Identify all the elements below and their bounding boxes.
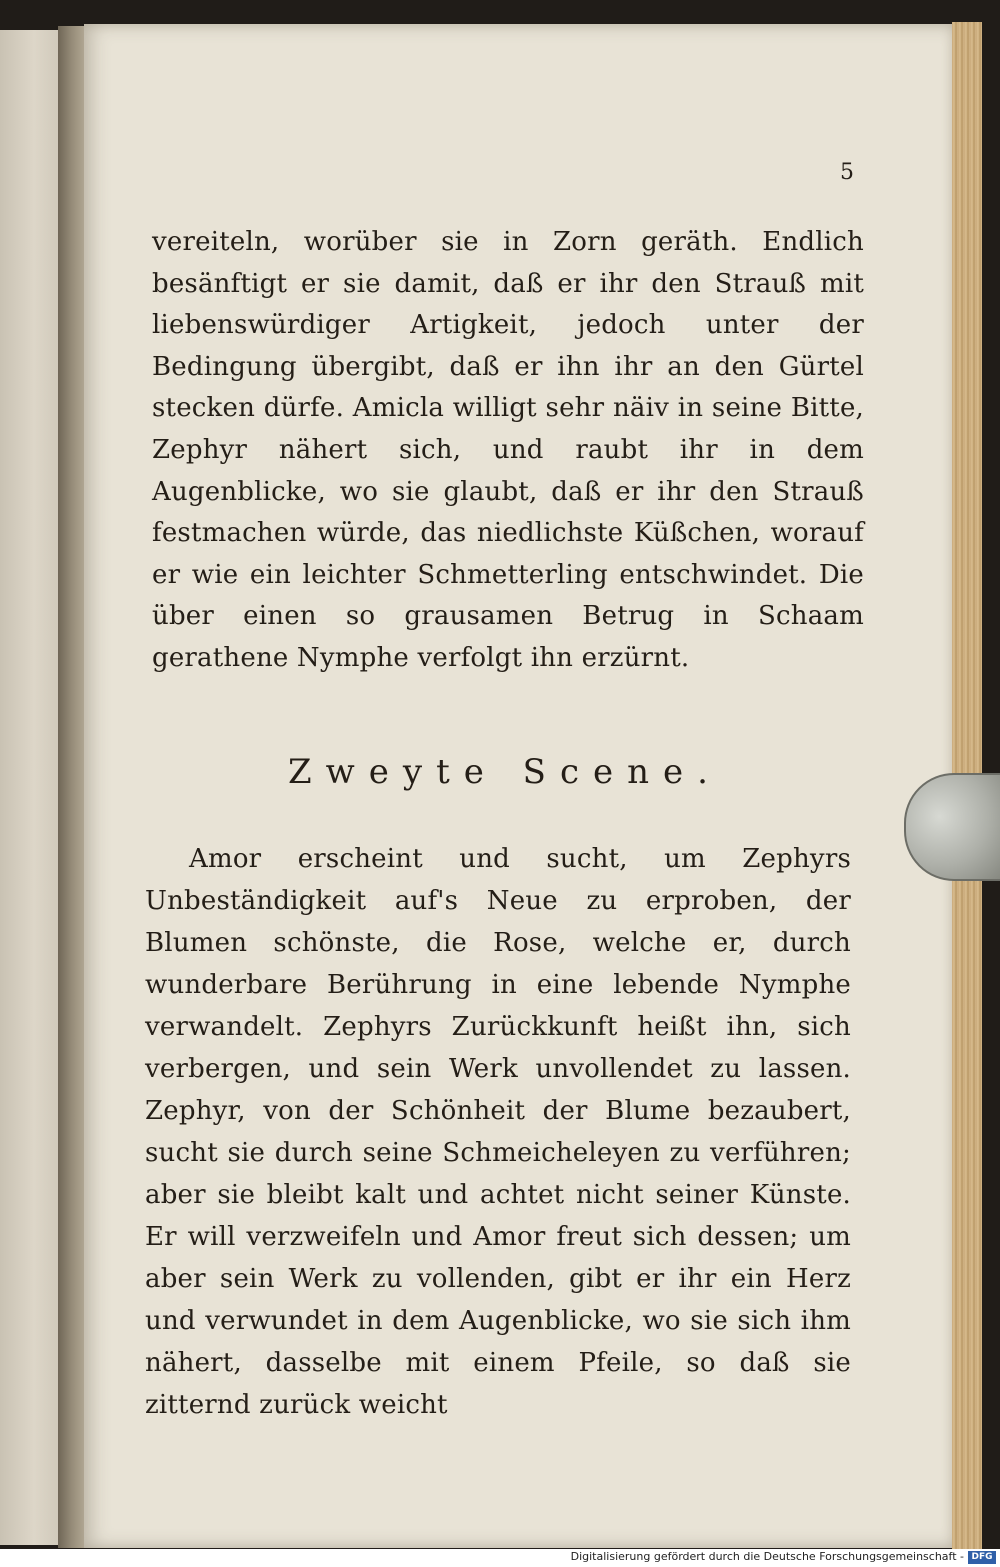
funding-credit: Digitalisierung gefördert durch die Deutsche Forschungsgemeinschaft - <box>570 1550 964 1563</box>
left-page-edge <box>0 30 62 1545</box>
page-number: 5 <box>840 160 854 185</box>
footer-bar <box>0 1549 1000 1567</box>
paragraph-1: vereiteln, worüber sie in Zorn geräth. Endlich besänftigt er sie damit, daß er ihr den Strauß mit liebenswürdiger Artigkeit, jedoch unter der Bedingung übergibt, daß er ihn ihr an den Gürtel stecken dürfe. Amicla willigt sehr näiv in seine Bitte, Zephyr nähert sich, und raubt ihr in dem Augenblicke, wo sie glaubt, daß er ihr den Strauß festmachen würde, das niedlichste Küßchen, worauf er wie ein leichter Schmetterling entschwindet. Die über einen so grausamen Betrug in Schaam gerathene Nymphe verfolgt ihn erzürnt. <box>152 227 864 673</box>
paragraph-2: Amor erscheint und sucht, um Zephyrs Unbeständigkeit auf's Neue zu erproben, der Blumen schönste, die Rose, welche er, durch wunderbare Berührung in eine lebende Nymphe verwandelt. Zephyrs Zurückkunft heißt ihn, sich verbergen, und sein Werk unvollendet zu lassen. Zephyr, von der Schönheit der Blume bezaubert, sucht sie durch seine Schmeicheleyen zu verführen; aber sie bleibt kalt und achtet nicht seiner Künste. Er will verzweifeln und Amor freut sich dessen; um aber sein Werk zu vollenden, gibt er ihr ein Herz und verwundet in dem Augenblicke, wo sie sich ihm nähert, dasselbe mit einem Pfeile, so daß sie zitternd zurück weicht <box>145 844 851 1420</box>
dfg-logo-icon: DFG <box>968 1551 996 1564</box>
page-clip <box>904 773 1000 881</box>
scene-heading: Zweyte Scene. <box>288 752 722 792</box>
